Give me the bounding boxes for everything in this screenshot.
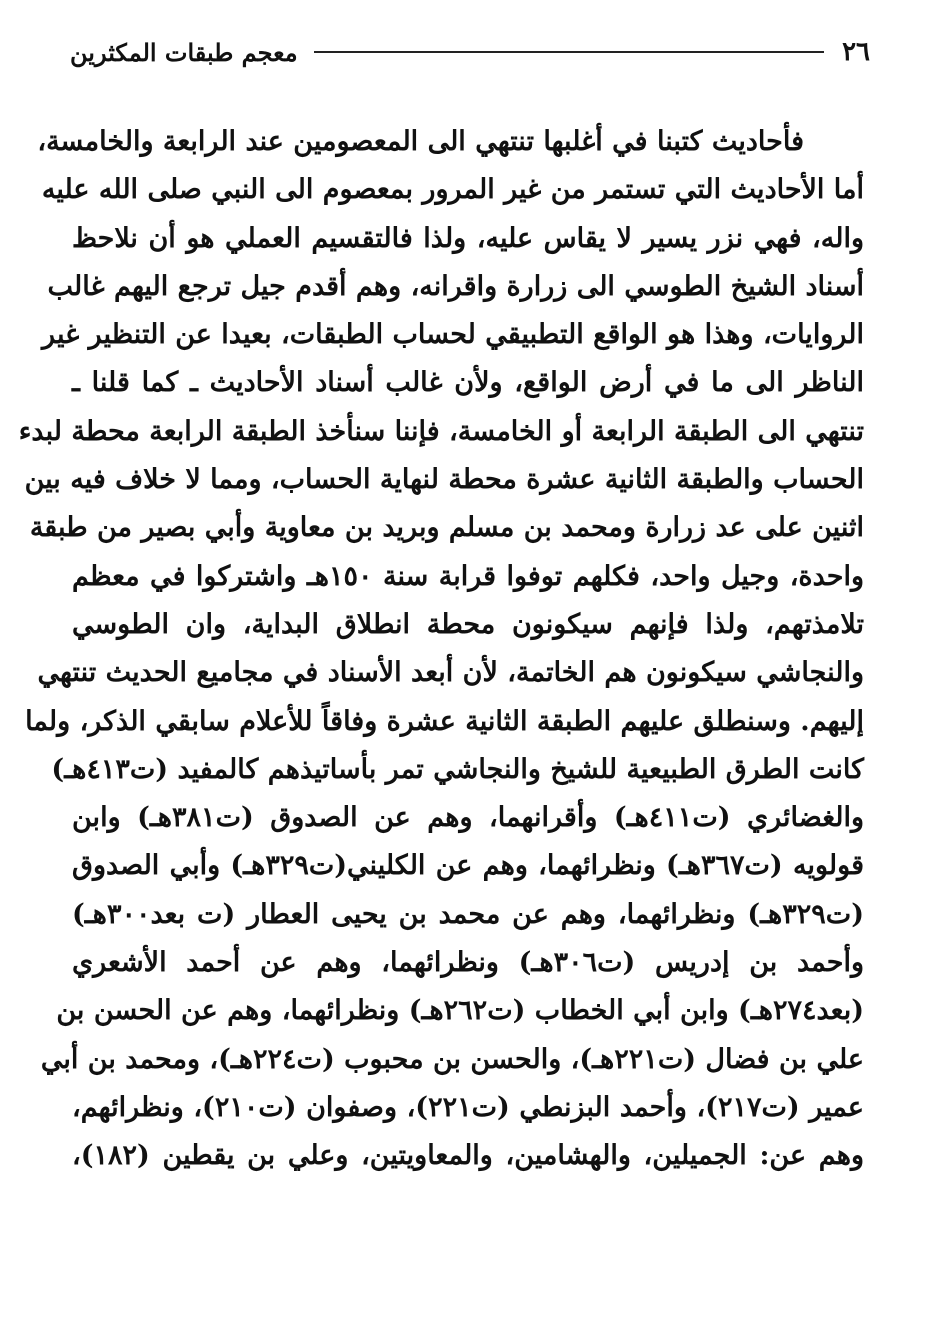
text-line: فأحاديث كتبنا في أغلبها تنتهي الى المعصومين عند الرابعة والخامسة، [37,126,804,157]
text-line: تلامذتهم، ولذا فإنهم سيكونون محطة انطلاق البداية، وان الطوسي [72,608,864,640]
text-line: قولويه (ت٣٦٧هـ) ونظرائهما، وهم عن الكليني(ت٣٢٩هـ) وأبي الصدوق [72,850,864,882]
text-line: تنتهي الى الطبقة الرابعة أو الخامسة، فإننا سنأخذ الطبقة الرابعة محطة لبدء [18,415,864,447]
text-line: عمير (ت٢١٧)، وأحمد البزنطي (ت٢٢١)، وصفوان (ت٢١٠)، ونظرائهم، [72,1091,864,1123]
text-line: أما الأحاديث التي تستمر من غير المرور بمعصوم الى النبي صلى الله عليه [41,174,864,206]
text-line: واحدة، وجيل واحد، فكلهم توفوا قرابة سنة ١٥٠هـ واشتركوا في معظم [72,560,864,592]
text-line: علي بن فضال (ت٢٢١هـ)، والحسن بن محبوب (ت٢٢٤هـ)، ومحمد بن أبي [40,1043,864,1075]
page-number: ٢٦ [842,37,870,67]
body-text [18,118,864,1181]
text-line: وهم عن: الجميلين، والهشامين، والمعاويتين، وعلي بن يقطين (١٨٢)، [72,1140,864,1172]
text-line: (ت٣٢٩هـ) ونظرائهما، وهم عن محمد بن يحيى العطار (ت بعد٣٠٠هـ) [72,898,864,930]
text-line: الروايات، وهذا هو الواقع التطبيقي لحساب الطبقات، بعيدا عن التنظير غير [42,319,864,351]
running-title: معجم طبقات المكثرين [70,37,298,67]
text-line: كانت الطرق الطبيعية للشيخ والنجاشي تمر بأساتيذهم كالمفيد (ت٤١٣هـ) [51,753,864,785]
text-line: والغضائري (ت٤١١هـ) وأقرانهما، وهم عن الصدوق (ت٣٨١هـ) وابن [72,802,864,834]
text-line: اثنين على عد زرارة ومحمد بن مسلم وبريد بن معاوية وأبي بصير من طبقة [29,512,864,544]
header-rule [314,51,825,53]
text-line: والنجاشي سيكونون هم الخاتمة، لأن أبعد الأسناد في مجاميع الحديث تنتهي [37,657,864,689]
text-line: واله، فهي نزر يسير لا يقاس عليه، ولذا فالتقسيم العملي هو أن نلاحظ [72,222,864,254]
text-line: إليهم. وسنطلق عليهم الطبقة الثانية عشرة وفاقاً للأعلام سابقي الذكر، ولما [25,705,864,737]
text-line: أسناد الشيخ الطوسي الى زرارة واقرانه، وهم أقدم جيل ترجع اليهم غالب [47,270,864,302]
text-line: الناظر الى ما في أرض الواقع، ولأن غالب أسناد الأحاديث ـ كما قلنا ـ [72,367,864,399]
text-line: وأحمد بن إدريس (ت٣٠٦هـ) ونظرائهما، وهم عن أحمد الأشعري [72,947,864,979]
page-header [70,32,870,72]
text-line: (بعد٢٧٤هـ) وابن أبي الخطاب (ت٢٦٢هـ) ونظرائهما، وهم عن الحسن بن [56,995,864,1027]
text-line: الحساب والطبقة الثانية عشرة محطة لنهاية الحساب، ومما لا خلاف فيه بين [24,464,864,496]
